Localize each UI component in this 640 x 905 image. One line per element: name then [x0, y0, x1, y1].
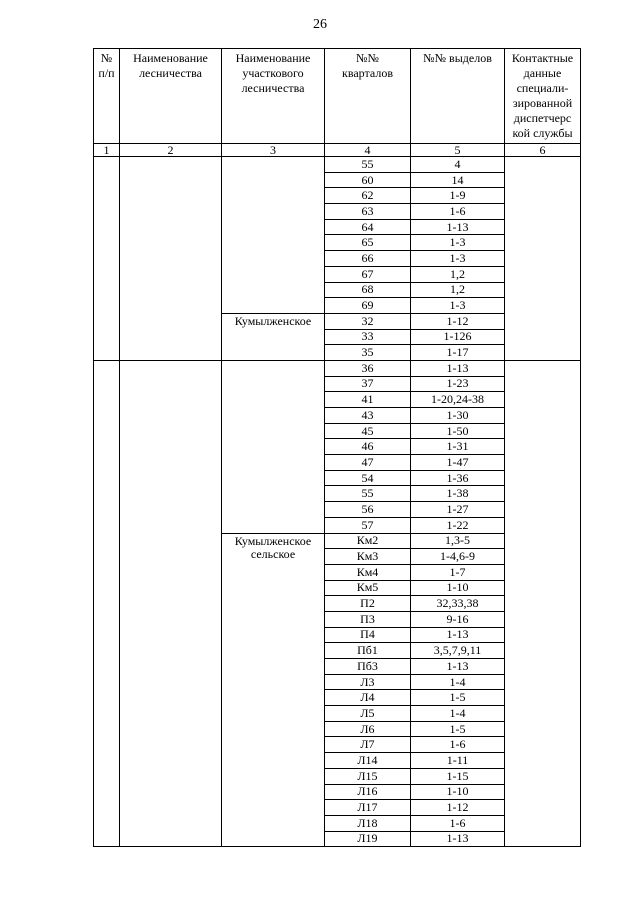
allotment-numbers: 1-22 [411, 517, 505, 533]
header-row [94, 49, 581, 144]
allotment-numbers: 1-3 [411, 251, 505, 267]
allotment-numbers: 1-10 [411, 784, 505, 800]
allotment-numbers: 1-13 [411, 831, 505, 847]
quarter-number: 35 [325, 345, 411, 361]
allotment-numbers: 1-36 [411, 470, 505, 486]
quarter-number: 47 [325, 455, 411, 471]
header-line: № [100, 51, 113, 65]
quarter-number: Л16 [325, 784, 411, 800]
quarter-number: 33 [325, 329, 411, 345]
quarter-number: 56 [325, 502, 411, 518]
header-district-forestry [222, 49, 325, 144]
allotment-numbers: 1-13 [411, 627, 505, 643]
section-contacts-cell [505, 157, 581, 361]
header-forestry [120, 49, 222, 144]
quarter-number: 62 [325, 188, 411, 204]
allotment-numbers: 1-5 [411, 690, 505, 706]
quarter-number: Км3 [325, 549, 411, 565]
header-line: кой службы [512, 126, 573, 140]
allotment-numbers: 1-4 [411, 674, 505, 690]
allotment-numbers: 1-23 [411, 376, 505, 392]
allotment-numbers: 1-20,24-38 [411, 392, 505, 408]
allotment-numbers: 1-13 [411, 659, 505, 675]
column-number: 1 [94, 144, 120, 157]
quarter-number: Л19 [325, 831, 411, 847]
allotment-numbers: 1,3-5 [411, 533, 505, 549]
table-body [94, 157, 581, 847]
allotment-numbers: 4 [411, 157, 505, 173]
quarter-number: 55 [325, 486, 411, 502]
quarter-number: 60 [325, 172, 411, 188]
quarter-number: 66 [325, 251, 411, 267]
allotment-numbers: 1-47 [411, 455, 505, 471]
quarter-number: 68 [325, 282, 411, 298]
section-number-cell [94, 157, 120, 361]
column-number: 3 [222, 144, 325, 157]
allotment-numbers: 1-15 [411, 768, 505, 784]
section-contacts-cell [505, 360, 581, 846]
allotment-numbers: 3,5,7,9,11 [411, 643, 505, 659]
allotment-numbers: 14 [411, 172, 505, 188]
column-number: 5 [411, 144, 505, 157]
header-line: зированной [512, 96, 573, 110]
header-line: Наименование [133, 51, 208, 65]
allotment-numbers: 1,2 [411, 266, 505, 282]
quarter-number: Км5 [325, 580, 411, 596]
quarter-number: Пб3 [325, 659, 411, 675]
section-forestry-cell [120, 157, 222, 361]
page-number: 26 [313, 17, 327, 32]
quarter-number: П3 [325, 611, 411, 627]
section-number-cell [94, 360, 120, 846]
allotment-numbers: 32,33,38 [411, 596, 505, 612]
quarter-number: Км4 [325, 564, 411, 580]
quarter-number: Л6 [325, 721, 411, 737]
header-number [94, 49, 120, 144]
quarter-number: 67 [325, 266, 411, 282]
header-line: №№ выделов [423, 51, 492, 65]
district-forestry-name: Кумылженское [234, 313, 312, 328]
column-number: 4 [325, 144, 411, 157]
quarter-number: 37 [325, 376, 411, 392]
allotment-numbers: 1-50 [411, 423, 505, 439]
quarter-number: Л15 [325, 768, 411, 784]
allotment-numbers: 1,2 [411, 282, 505, 298]
quarter-number: 54 [325, 470, 411, 486]
allotment-numbers: 1-27 [411, 502, 505, 518]
allotment-numbers: 1-13 [411, 219, 505, 235]
header-line: Наименование [235, 51, 311, 65]
district-forestry-cell [222, 157, 325, 314]
quarter-number: 55 [325, 157, 411, 173]
allotment-numbers: 1-6 [411, 737, 505, 753]
table-row [94, 157, 581, 173]
quarter-number: Км2 [325, 533, 411, 549]
quarter-number: 57 [325, 517, 411, 533]
quarter-number: Л4 [325, 690, 411, 706]
quarter-number: П2 [325, 596, 411, 612]
allotment-numbers: 1-6 [411, 815, 505, 831]
header-line: лесничества [241, 81, 305, 95]
quarter-number: 65 [325, 235, 411, 251]
quarter-number: Л17 [325, 800, 411, 816]
header-line: специали- [516, 81, 569, 95]
allotment-numbers: 1-126 [411, 329, 505, 345]
allotment-numbers: 1-4,6-9 [411, 549, 505, 565]
quarter-number: Пб1 [325, 643, 411, 659]
quarter-number: Л5 [325, 706, 411, 722]
header-line: №№ [356, 51, 379, 65]
allotment-numbers: 1-3 [411, 235, 505, 251]
allotment-numbers: 1-7 [411, 564, 505, 580]
table-row [94, 360, 581, 376]
quarter-number: 32 [325, 313, 411, 329]
allotment-numbers: 1-9 [411, 188, 505, 204]
column-number: 6 [505, 144, 581, 157]
header-line: участкового [242, 66, 304, 80]
allotment-numbers: 1-31 [411, 439, 505, 455]
quarter-number: 45 [325, 423, 411, 439]
header-contacts [505, 49, 581, 144]
column-number: 2 [120, 144, 222, 157]
allotment-numbers: 9-16 [411, 611, 505, 627]
column-number-row [94, 144, 581, 157]
allotment-numbers: 1-10 [411, 580, 505, 596]
header-allotments [411, 49, 505, 144]
district-forestry-cell [222, 360, 325, 533]
quarter-number: 36 [325, 360, 411, 376]
allotment-numbers: 1-38 [411, 486, 505, 502]
header-line: кварталов [342, 66, 393, 80]
allotment-numbers: 1-3 [411, 298, 505, 314]
quarter-number: 64 [325, 219, 411, 235]
header-line: п/п [98, 66, 115, 80]
quarter-number: 46 [325, 439, 411, 455]
district-forestry-cell [222, 313, 325, 360]
forestry-table [93, 48, 581, 847]
district-forestry-cell [222, 533, 325, 847]
allotment-numbers: 1-11 [411, 753, 505, 769]
quarter-number: П4 [325, 627, 411, 643]
allotment-numbers: 1-17 [411, 345, 505, 361]
district-forestry-name: Кумылженское сельское [234, 533, 312, 561]
section-forestry-cell [120, 360, 222, 846]
allotment-numbers: 1-12 [411, 313, 505, 329]
quarter-number: Л3 [325, 674, 411, 690]
allotment-numbers: 1-4 [411, 706, 505, 722]
allotment-numbers: 1-5 [411, 721, 505, 737]
quarter-number: Л7 [325, 737, 411, 753]
header-line: данные [523, 66, 562, 80]
allotment-numbers: 1-12 [411, 800, 505, 816]
allotment-numbers: 1-13 [411, 360, 505, 376]
quarter-number: 41 [325, 392, 411, 408]
quarter-number: 63 [325, 204, 411, 220]
allotment-numbers: 1-6 [411, 204, 505, 220]
quarter-number: 43 [325, 408, 411, 424]
header-line: Контактные [511, 51, 574, 65]
allotment-numbers: 1-30 [411, 408, 505, 424]
header-line: диспетчерс [513, 111, 572, 125]
header-line: лесничества [139, 66, 202, 80]
quarter-number: Л14 [325, 753, 411, 769]
quarter-number: Л18 [325, 815, 411, 831]
quarter-number: 69 [325, 298, 411, 314]
header-quarters [325, 49, 411, 144]
